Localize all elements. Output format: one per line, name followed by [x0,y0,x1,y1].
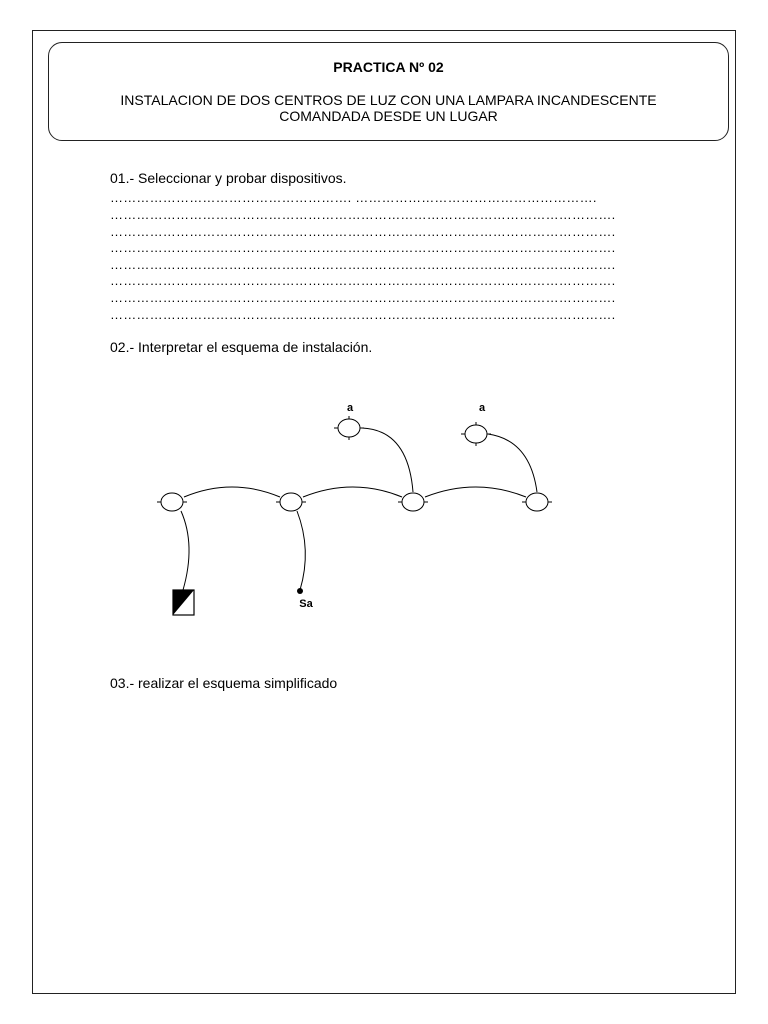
switch-label-1: a [346,402,354,414]
light-point-icon [522,493,552,511]
light-point-icon [276,493,306,511]
switch-icon [334,416,364,440]
dotted-line: ……………………………………………………………………………………………………. [110,224,616,239]
outlet-label: Sa [299,598,313,610]
wire [184,487,280,497]
dotted-line: ……………………………………………………………………………………………………. [110,307,616,322]
wire [297,511,305,590]
wire [303,487,402,497]
dotted-line: ……………………………………………………………………………………………………. [110,207,616,222]
light-point-icon [157,493,187,511]
page-title: PRACTICA Nº 02 [333,59,444,75]
wire [488,434,537,492]
switch-label-2: a [478,402,486,414]
dotted-line: ………………………………………………. ………………………………………………. [110,190,597,205]
wire [362,428,413,492]
switch-icon [461,422,491,446]
section-2-heading: 02.- Interpretar el esquema de instalación. [110,339,373,355]
dotted-line: ……………………………………………………………………………………………………. [110,257,616,272]
light-point-icon [398,493,428,511]
outlet-point-icon [297,588,303,594]
dotted-line: ……………………………………………………………………………………………………. [110,273,616,288]
distribution-panel-icon [173,590,194,615]
wire [181,511,189,590]
section-3-heading: 03.- realizar el esquema simplificado [110,675,338,691]
section-1-heading: 01.- Seleccionar y probar dispositivos. [110,170,347,186]
dotted-line: ……………………………………………………………………………………………………. [110,290,616,305]
dotted-line: ……………………………………………………………………………………………………. [110,240,616,255]
wire [425,487,526,497]
subtitle-line-2: COMANDADA DESDE UN LUGAR [279,108,498,124]
subtitle-line-1: INSTALACION DE DOS CENTROS DE LUZ CON UNA LAMPARA INCANDESCENTE [120,92,657,108]
